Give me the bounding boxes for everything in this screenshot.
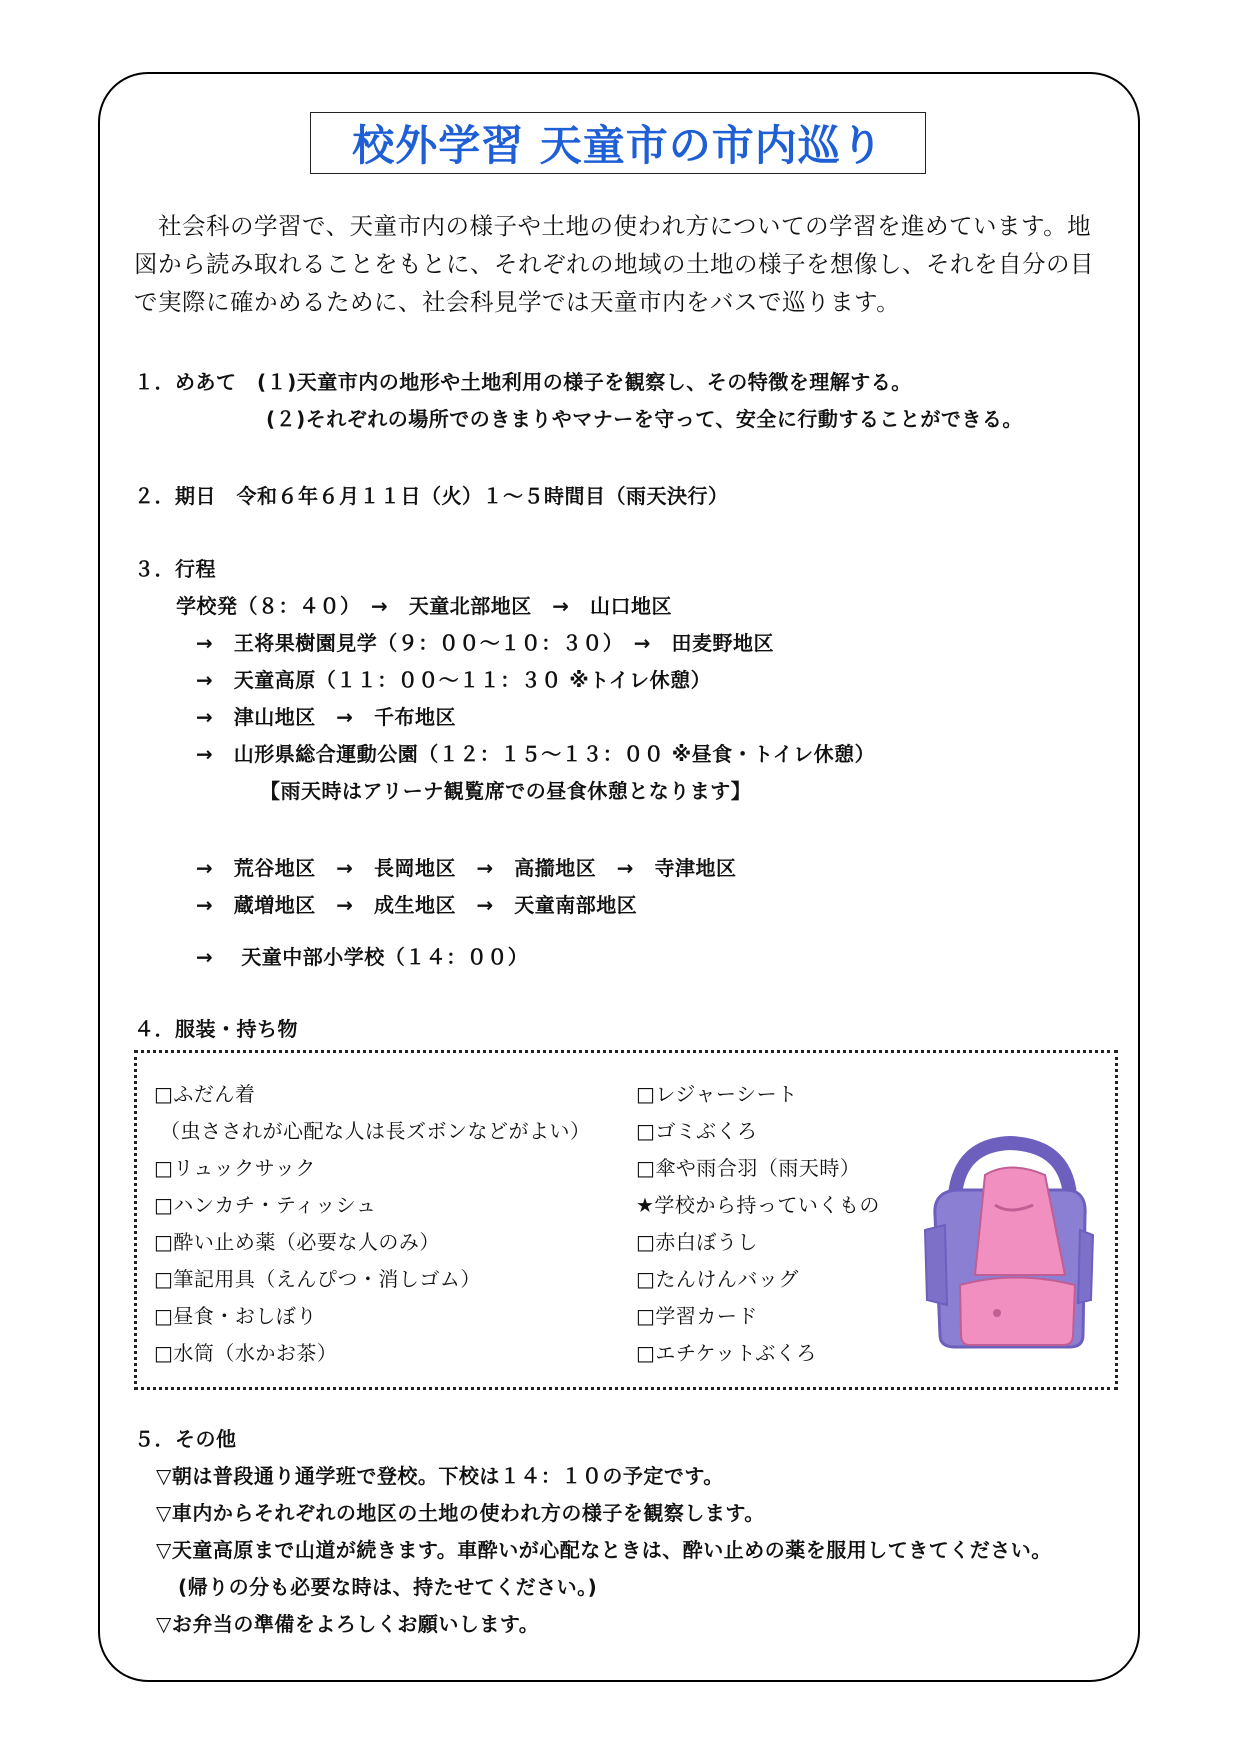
checklist-item: □筆記用具（えんぴつ・消しゴム） bbox=[154, 1267, 481, 1291]
school-items-heading: ★学校から持っていくもの bbox=[636, 1193, 880, 1217]
checklist-item: □ふだん着 bbox=[154, 1082, 256, 1106]
intro-line: で実際に確かめるために、社会科見学では天童市内をバスで巡ります。 bbox=[134, 288, 901, 316]
page-title: 校外学習 天童市の市内巡り bbox=[352, 121, 884, 170]
checklist-item: □赤白ぼうし bbox=[636, 1230, 758, 1254]
rain-note: 【雨天時はアリーナ観覧席での昼食休憩となります】 bbox=[260, 779, 752, 803]
date-line: ２．期日 令和６年６月１１日（火）１～５時間目（雨天決行） bbox=[134, 484, 729, 508]
clothing-heading: ４．服装・持ち物 bbox=[134, 1017, 298, 1041]
checklist-item: □ゴミぶくろ bbox=[636, 1119, 758, 1143]
checklist-item: □学習カード bbox=[636, 1304, 758, 1328]
checklist-item: □たんけんバッグ bbox=[636, 1267, 799, 1291]
checklist-item: □酔い止め薬（必要な人のみ） bbox=[154, 1230, 440, 1254]
backpack-icon bbox=[915, 1135, 1095, 1355]
checklist-item: □レジャーシート bbox=[636, 1082, 798, 1106]
itinerary-step: → 王将果樹園見学（９：００～１０：３０） → 田麦野地区 bbox=[196, 631, 775, 655]
checklist-item: □昼食・おしぼり bbox=[154, 1304, 317, 1328]
title-box bbox=[310, 112, 926, 174]
intro-line: 社会科の学習で、天童市内の様子や土地の使われ方についての学習を進めています。地 bbox=[134, 212, 1092, 240]
itinerary-step: 学校発（８：４０） → 天童北部地区 → 山口地区 bbox=[176, 594, 673, 618]
other-note: ▽お弁当の準備をよろしくお願いします。 bbox=[156, 1612, 540, 1636]
itinerary-step: → 山形県総合運動公園（１２：１５～１３：００ ※昼食・トイレ休憩） bbox=[196, 742, 876, 766]
checklist-item: □エチケットぶくろ bbox=[636, 1341, 817, 1365]
other-note: (帰りの分も必要な時は、持たせてください。) bbox=[178, 1575, 598, 1599]
other-note: ▽天童高原まで山道が続きます。車酔いが心配なときは、酔い止めの薬を服用してきてください。 bbox=[156, 1538, 1052, 1562]
other-heading: ５．その他 bbox=[134, 1427, 237, 1451]
aim-2: (２)それぞれの場所でのきまりやマナーを守って、安全に行動することができる。 bbox=[266, 407, 1023, 431]
checklist-item: □水筒（水かお茶） bbox=[154, 1341, 338, 1365]
intro-line: 図から読み取れることをもとに、それぞれの地域の土地の様子を想像し、それを自分の目 bbox=[134, 250, 1094, 278]
itinerary-step: → 蔵増地区 → 成生地区 → 天童南部地区 bbox=[196, 893, 638, 917]
checklist-item: □傘や雨合羽（雨天時） bbox=[636, 1156, 861, 1180]
itinerary-step: → 津山地区 → 千布地区 bbox=[196, 705, 457, 729]
itinerary-heading: ３．行程 bbox=[134, 557, 216, 581]
itinerary-step: → 天童高原（１１：００～１１：３０ ※トイレ休憩） bbox=[196, 668, 712, 692]
intro-paragraph bbox=[134, 207, 1120, 321]
aim-1: １．めあて (１)天童市内の地形や土地利用の様子を観察し、その特徴を理解する。 bbox=[134, 370, 912, 394]
checklist-note: （虫さされが心配な人は長ズボンなどがよい） bbox=[160, 1119, 591, 1143]
other-note: ▽朝は普段通り通学班で登校。下校は１４：１０の予定です。 bbox=[156, 1464, 724, 1488]
itinerary-step: → 天童中部小学校（１４：００） bbox=[196, 945, 529, 969]
checklist-item: □リュックサック bbox=[154, 1156, 316, 1180]
checklist-item: □ハンカチ・ティッシュ bbox=[154, 1193, 377, 1217]
other-note: ▽車内からそれぞれの地区の土地の使われ方の様子を観察します。 bbox=[156, 1501, 765, 1525]
itinerary-step: → 荒谷地区 → 長岡地区 → 高擶地区 → 寺津地区 bbox=[196, 856, 737, 880]
